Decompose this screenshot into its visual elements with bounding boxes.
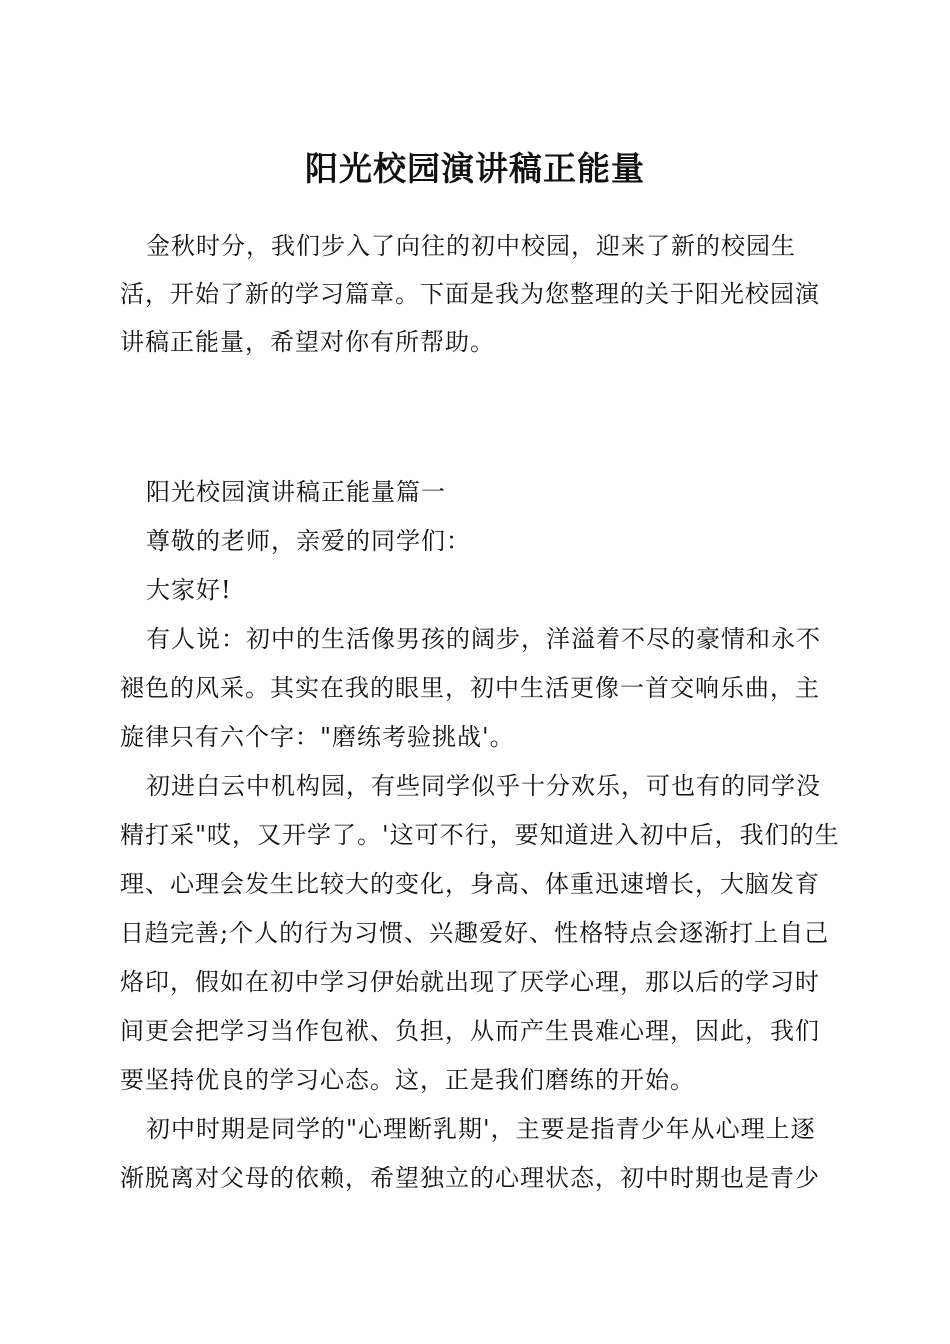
section-heading: 阳光校园演讲稿正能量篇一 <box>146 478 446 506</box>
intro-paragraph: 金秋时分，我们步入了向往的初中校园，迎来了新的校园生活，开始了新的学习篇章。下面是我为您整理的关于阳光校园演讲稿正能量，希望对你有所帮助。 <box>120 232 820 356</box>
hello-line: 大家好! <box>146 576 232 604</box>
greeting-line: 尊敬的老师，亲爱的同学们： <box>146 527 471 555</box>
body-paragraph: 有人说：初中的生活像男孩的阔步，洋溢着不尽的豪情和永不褪色的风采。其实在我的眼里，初中生活更像一首交响乐曲，主旋律只有六个字："磨练考验挑战'。 <box>120 625 821 751</box>
speech-body <box>120 468 840 1203</box>
intro-section <box>120 222 840 366</box>
body-paragraph: 初进白云中机构园，有些同学似乎十分欢乐，可也有的同学没精打采"哎，又开学了。'这可不行，要知道进入初中后，我们的生理、心理会发生比较大的变化，身高、体重迅速增长，大脑发育日趋完善;个人的行为习惯、兴趣爱好、性格特点会逐渐打上自己烙印，假如在初中学习伊始就出现了厌学心理，那以后的学习时间更会把学习当作包袱、负担，从而产生畏难心理，因此，我们要坚持优良的学习心态。这，正是我们磨练的开始。 <box>120 772 840 1094</box>
document-title: 阳光校园演讲稿正能量 <box>305 149 645 188</box>
body-paragraph: 初中时期是同学的"心理断乳期'，主要是指青少年从心理上逐渐脱离对父母的依赖，希望独立的心理状态，初中时期也是青少 <box>120 1115 820 1192</box>
